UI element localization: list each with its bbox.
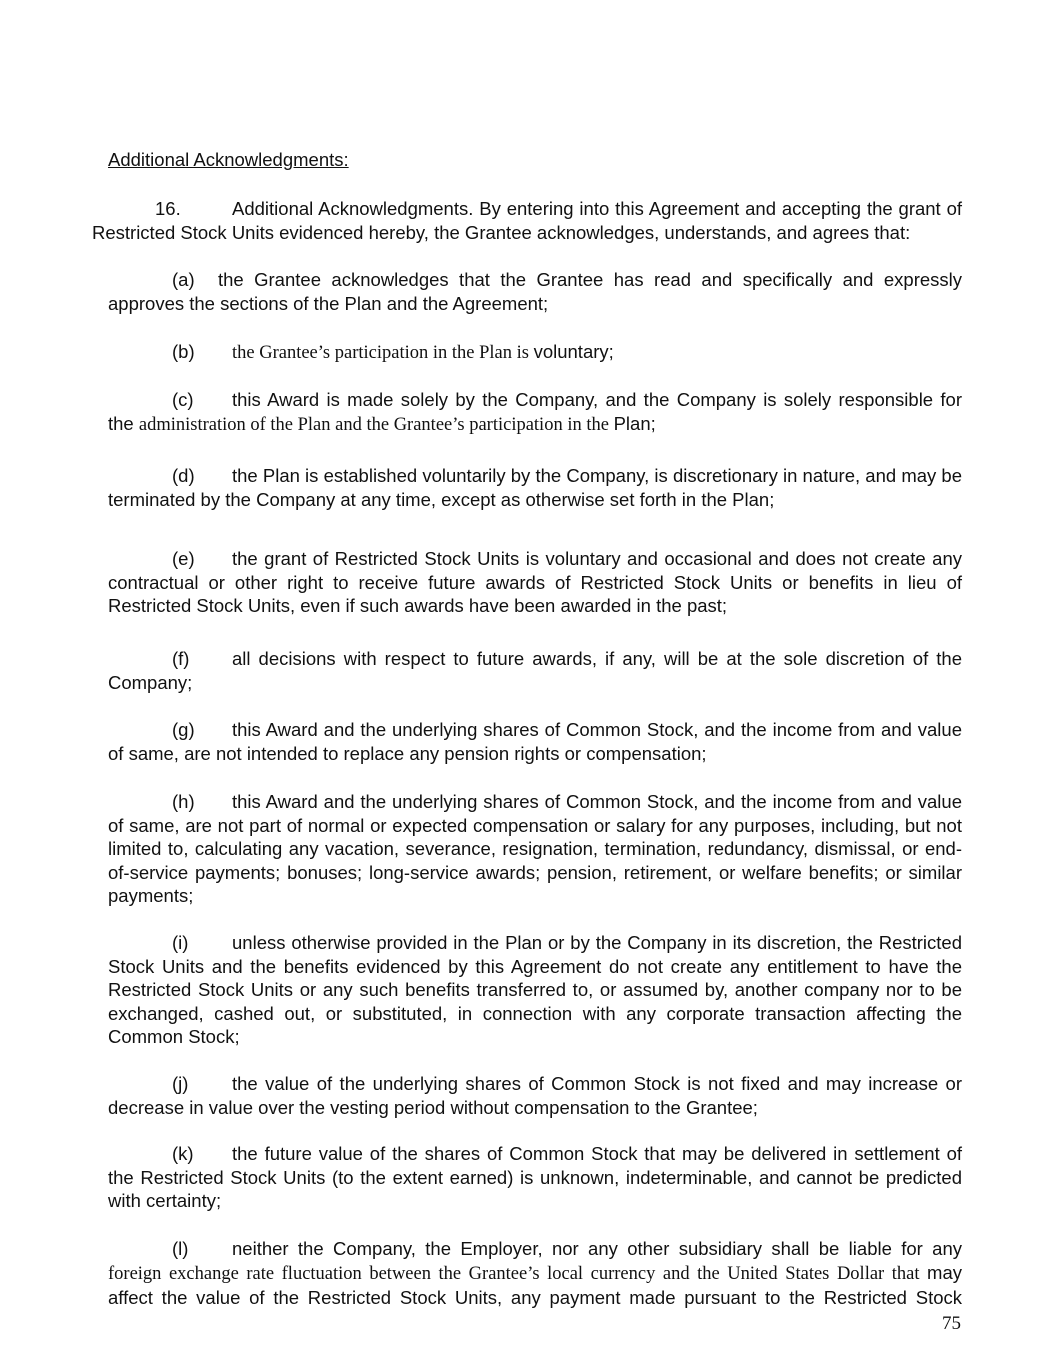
item-text: voluntary; — [533, 341, 614, 362]
item-a — [108, 268, 962, 315]
item-text: the Grantee acknowledges that the Grantee has read and specifically and expressly approves the sections of the Plan and the Agreement; — [108, 269, 962, 314]
item-label: (b) — [172, 341, 195, 362]
item-d — [108, 464, 962, 511]
item-label: (c) — [172, 389, 194, 410]
item-text: the value of the underlying shares of Common Stock is not fixed and may increase or decrease in value over the vesting period without compensation to the Grantee; — [108, 1073, 962, 1118]
item-label: (e) — [172, 548, 195, 569]
item-text: unless otherwise provided in the Plan or by the Company in its discretion, the Restricted Stock Units and the benefits evidenced by this Agreement do not create any entitlement to have the Restricted Stock Units or any such benefits transferred to, or assumed by, another company nor to be exchanged, cashed out, or substituted, in connection with any corporate transaction affecting the Common Stock; — [108, 932, 962, 1047]
item-k — [108, 1142, 962, 1213]
item-text: the future value of the shares of Common Stock that may be delivered in settlement of the Restricted Stock Units (to the extent earned) is unknown, indeterminable, and cannot be predicted with certainty; — [108, 1143, 962, 1211]
paragraph-text: Additional Acknowledgments. By entering into this Agreement and accepting the grant of Restricted Stock Units evidenced hereby, the Grantee acknowledges, understands, and agrees that: — [92, 198, 962, 243]
item-text: this Award and the underlying shares of Common Stock, and the income from and value of same, are not intended to replace any pension rights or compensation; — [108, 719, 962, 764]
item-h — [108, 790, 962, 908]
item-label: (a) — [172, 269, 195, 290]
item-text: all decisions with respect to future awards, if any, will be at the sole discretion of the Company; — [108, 648, 962, 693]
item-label: (i) — [172, 932, 189, 953]
item-label: (f) — [172, 648, 190, 669]
item-f — [108, 647, 962, 694]
item-text-serif: foreign exchange rate fluctuation between the Grantee’s local currency and the United States Dollar that — [108, 1263, 928, 1284]
item-b — [108, 340, 962, 366]
item-j — [108, 1072, 962, 1119]
item-text-serif: administration of the Plan and the Grantee’s participation in the — [138, 414, 614, 435]
paragraph-16 — [92, 197, 962, 244]
item-l — [108, 1237, 962, 1310]
item-text: the Plan is established voluntarily by the Company, is discretionary in nature, and may be terminated by the Company at any time, except as otherwise set forth in the Plan; — [108, 465, 962, 510]
item-text: neither the Company, the Employer, nor any other subsidiary shall be liable for any — [232, 1238, 962, 1259]
item-text: the grant of Restricted Stock Units is voluntary and occasional and does not create any contractual or other right to receive future awards of Restricted Stock Units or benefits in lieu of Restricted Stock Units, even if such awards have been awarded in the past; — [108, 548, 962, 616]
item-text-end: may affect the value of the Restricted Stock Units, any payment made pursuant to the Restricted Stock — [108, 1261, 962, 1308]
item-text-end: Plan; — [613, 412, 656, 434]
item-c — [108, 388, 962, 437]
item-label: (g) — [172, 719, 195, 740]
item-text: this Award and the underlying shares of Common Stock, and the income from and value of same, are not part of normal or expected compensation or salary for any purposes, including, but not limited to, calculating any vacation, severance, resignation, termination, redundancy, dismissal, or end-of-service payments; bonuses; long-service awards; pension, retirement, or welfare benefits; or similar payments; — [108, 791, 962, 906]
section-heading: Additional Acknowledgments: — [108, 149, 349, 170]
item-e — [108, 547, 962, 618]
item-label: (k) — [172, 1143, 194, 1164]
item-i — [108, 931, 962, 1049]
item-label: (j) — [172, 1073, 189, 1094]
item-text: this Award is made solely by the Company, and the Company is solely responsible for the — [108, 389, 962, 434]
item-label: (d) — [172, 465, 195, 486]
item-label: (h) — [172, 791, 195, 812]
item-text-serif: the Grantee’s participation in the Plan is — [232, 343, 534, 363]
item-label: (l) — [172, 1238, 189, 1259]
paragraph-number: 16. — [155, 198, 181, 219]
item-g — [108, 718, 962, 765]
page-number: 75 — [942, 1313, 961, 1334]
